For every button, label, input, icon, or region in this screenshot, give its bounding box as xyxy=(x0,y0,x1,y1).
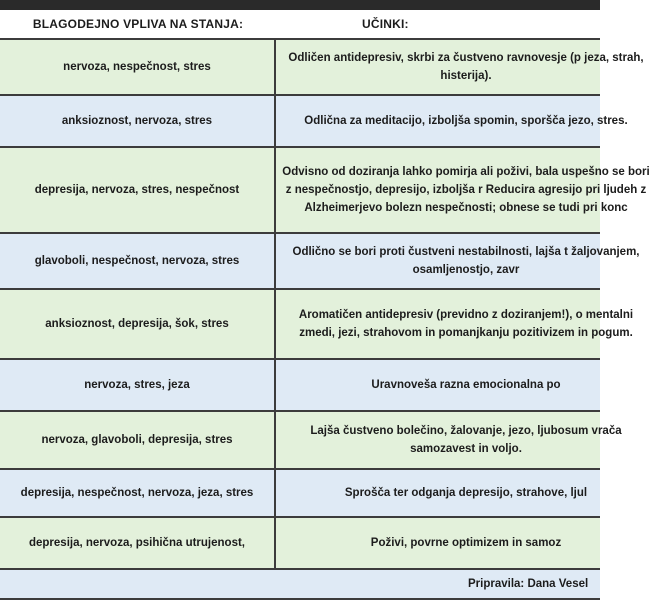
table-footer-row xyxy=(0,568,600,600)
footer-credit: Pripravila: Dana Vesel xyxy=(468,578,589,590)
row-effects: Odlično se bori proti čustveni nestabilnosti, lajša t žaljovanjem, osamljenostjo, zavr xyxy=(292,246,640,276)
row-effects: Lajša čustveno bolečino, žalovanje, jezo, ljubosum vrača samozavest in voljo. xyxy=(310,425,622,455)
row-conditions: nervoza, glavoboli, depresija, stres xyxy=(0,412,276,468)
table-row xyxy=(0,468,600,516)
table-row xyxy=(0,146,650,232)
row-effects: Aromatičen antidepresiv (previdno z doziranjem!), o mentalni zmedi, jezi, strahovom in pomanjkanju pozitivizem in pogum. xyxy=(298,309,634,339)
row-conditions: depresija, nespečnost, nervoza, jeza, stres xyxy=(0,470,276,516)
row-effects: Odličen antidepresiv, skrbi za čustveno ravnovesje (p jeza, strah, histerija). xyxy=(288,52,644,82)
row-conditions: nervoza, nespečnost, stres xyxy=(0,40,276,94)
table-row xyxy=(0,232,640,288)
table-header-row xyxy=(0,10,600,38)
row-conditions: anksioznost, nervoza, stres xyxy=(0,96,276,146)
row-effects: Odlična za meditacijo, izboljša spomin, sporšča jezo, stres. xyxy=(304,115,628,127)
row-effects: Poživi, povrne optimizem in samoz xyxy=(370,537,562,549)
header-conditions: BLAGODEJNO VPLIVA NA STANJA: xyxy=(32,17,244,31)
row-effects: Sprošča ter odganja depresijo, strahove, ljul xyxy=(344,487,588,499)
row-conditions: anksioznost, depresija, šok, stres xyxy=(0,290,276,358)
table-row xyxy=(0,516,600,568)
row-conditions: depresija, nervoza, stres, nespečnost xyxy=(0,148,276,232)
row-effects: Odvisno od doziranja lahko pomirja ali poživi, bala uspešno se bori z nespečnostjo, depresijo, izboljša r Reducira agresijo pri ljudeh z Alzheimerjevo bolezn nespečnosti; obnese se tudi pri konc xyxy=(282,166,650,214)
table-row xyxy=(0,94,628,146)
row-conditions: nervoza, stres, jeza xyxy=(0,360,276,410)
table-row xyxy=(0,38,644,94)
top-border-bar xyxy=(0,0,600,10)
row-effects: Uravnoveša razna emocionalna po xyxy=(371,379,561,391)
table-row xyxy=(0,358,600,410)
row-conditions: depresija, nervoza, psihična utrujenost, xyxy=(0,518,276,568)
header-effects: UČINKI: xyxy=(362,17,409,31)
table-row xyxy=(0,410,622,468)
row-conditions: glavoboli, nespečnost, nervoza, stres xyxy=(0,234,276,288)
table-row xyxy=(0,288,634,358)
